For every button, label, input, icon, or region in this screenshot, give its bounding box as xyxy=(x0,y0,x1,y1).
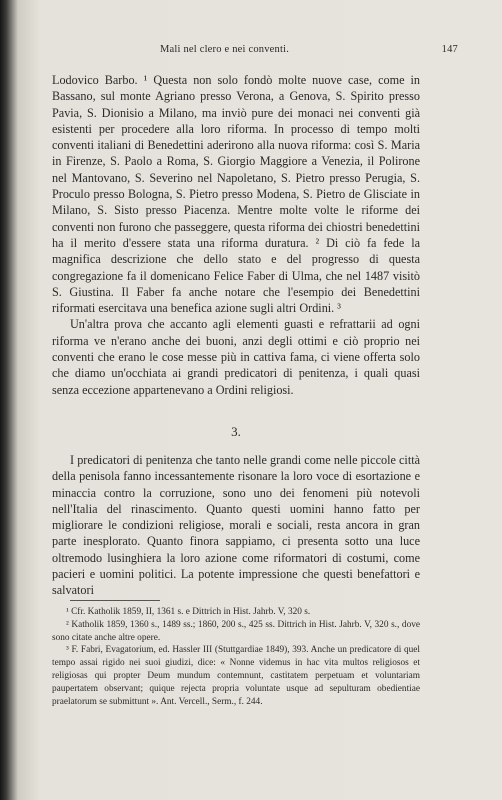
section-text xyxy=(52,452,420,599)
footnote: ² Katholik 1859, 1360 s., 1489 ss.; 1860, 200 s., 425 ss. Dittrich in Hist. Jahrb. V, 320 s., dove sono citate anche altre opere. xyxy=(52,619,420,643)
page-number: 147 xyxy=(441,44,458,55)
running-title: Mali nel clero e nei conventi. xyxy=(160,44,290,55)
footnote: ¹ Cfr. Katholik 1859, II, 1361 s. e Dittrich in Hist. Jahrb. V, 320 s. xyxy=(66,607,311,617)
running-header xyxy=(60,44,458,58)
paragraph: Un'altra prova che accanto agli elementi guasti e refrattarii ad ogni riforma ve n'erano anche dei buoni, anzi degli ottimi e ciò proprio nei conventi che erano le cose messe più in cattiva fama, ci viene offerta solo che diamo un'occhiata ai grandi predicatori di penitenza, i quali quasi senza eccezione appartenevano a Ordini religiosi. xyxy=(52,317,420,397)
footnote-rule xyxy=(70,600,160,601)
paragraph: I predicatori di penitenza che tanto nelle grandi come nelle piccole città della penisola fanno incessantemente risonare la loro voce di esortazione e minaccia contro la corruzione, sono uno dei fenomeni più notevoli nell'Italia del rinascimento. Quanto questi uomini hanno fatto per migliorare le condizioni religiose, morali e sociali, resta ancora in gran parte inesplorato. Quanto finora sappiamo, ci presenta sotto una luce oltremodo lusinghiera la loro azione come riformatori di costumi, come pacieri e uomini politici. La potente impressione che questi benefattori e salvatori xyxy=(52,453,420,598)
main-text xyxy=(52,72,420,398)
footnote: ³ F. Fabri, Evagatorium, ed. Hassler III (Stuttgardiae 1849), 393. Anche un predicatore di quel tempo assai rigido nei suoi giudizi, dice: « Nonne videmus in hac vita multos religiosos et religiosas qui propter Deum mundum contemnunt, castitatem perpetuam et voluntariam paupertatem observant; quique rejecta propria voluntate usque ad sepulturam obedientiae praelatorum se submittunt ». Ant. Vercell., Serm., f. 244. xyxy=(52,645,420,707)
paragraph: Lodovico Barbo. ¹ Questa non solo fondò molte nuove case, come in Bassano, sul monte Agriano presso Verona, a Genova, S. Spirito presso Pavia, S. Dionisio a Milano, ma inviò pure dei monaci nei conventi già esistenti per procedere alla loro riforma. In processo di tempo molti conventi italiani di Benedettini aderirono alla nuova riforma: così S. Maria in Firenze, S. Paolo a Roma, S. Giorgio Maggiore a Venezia, il Polirone nel Mantovano, S. Severino nel Napoletano, S. Pietro presso Perugia, S. Proculo presso Bologna, S. Pietro presso Modena, S. Pietro de Glisciate in Milano, S. Sisto presso Piacenza. Mentre molte volte le riforme dei conventi non furono che passeggere, questa riforma dei chiostri benedettini ha il merito d'essere stata una riforma duratura. ² Di ciò fa fede la magnifica descrizione che dello stato e del progresso di questa congregazione fa il domenicano Felice Faber di Ulma, che nel 1487 visitò S. Giustina. Il Faber fa anche notare che l'esempio dei Benedettini riformati esercitava una benefica azione sugli altri Ordini. ³ xyxy=(52,73,420,316)
section-number: 3. xyxy=(231,424,241,439)
footnotes xyxy=(52,606,420,708)
